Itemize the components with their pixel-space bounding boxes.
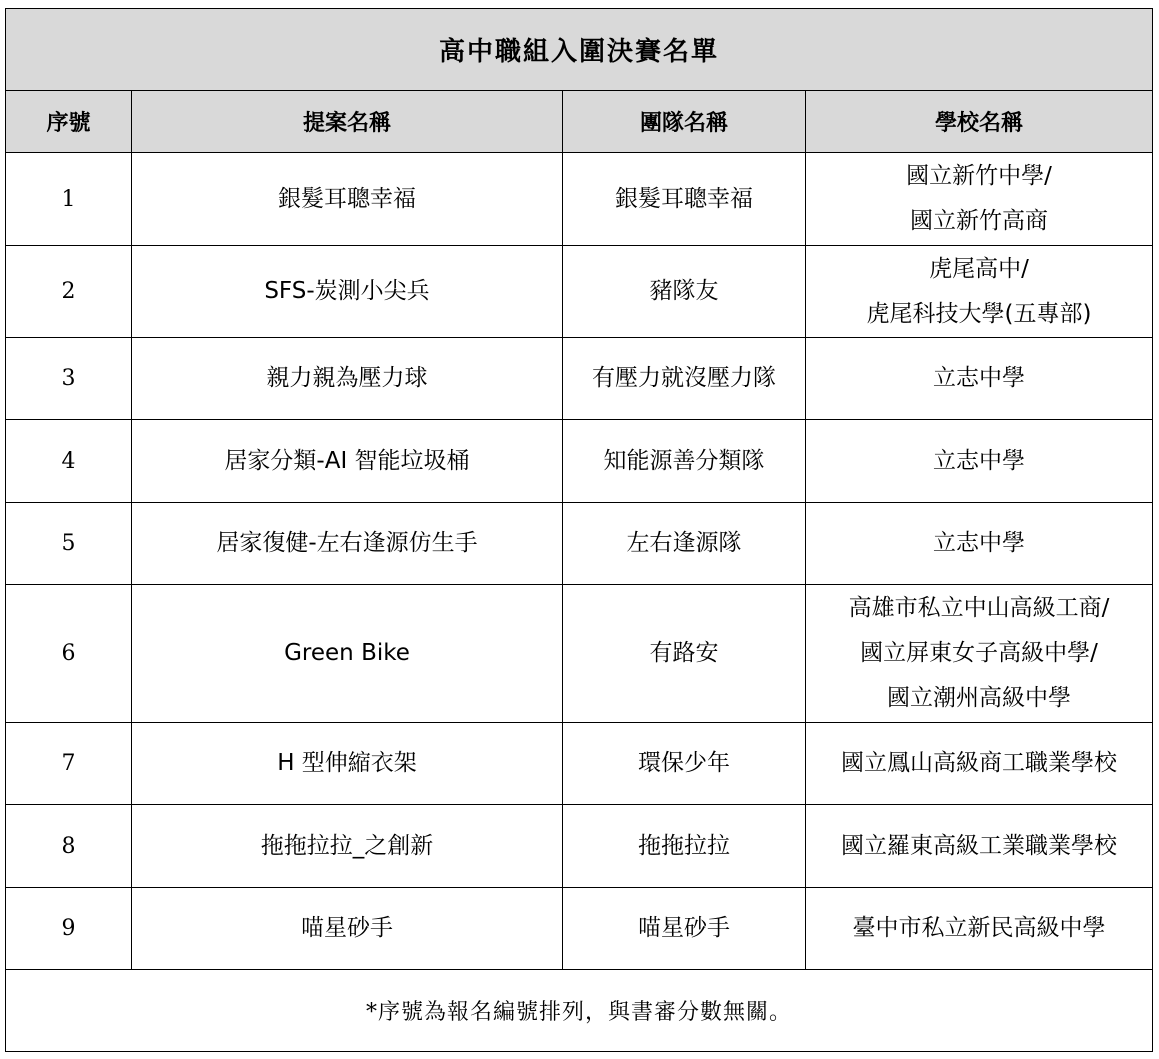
- table-row: [6, 153, 1153, 246]
- row-team: 有路安: [563, 585, 806, 723]
- row-index: 4: [6, 420, 132, 503]
- row-team: 有壓力就沒壓力隊: [563, 338, 806, 420]
- table-row: [6, 246, 1153, 338]
- row-team: 喵星砂手: [563, 888, 806, 970]
- school-name-line: 國立新竹高商: [910, 208, 1048, 234]
- row-index: 1: [6, 153, 132, 246]
- table-row: [6, 805, 1153, 888]
- table-row: [6, 338, 1153, 420]
- school-name-line: 國立屏東女子高級中學/: [860, 640, 1098, 666]
- school-name-line: 國立鳳山高級商工職業學校: [841, 750, 1117, 776]
- table-title: 高中職組入圍決賽名單: [6, 9, 1153, 91]
- row-team: 環保少年: [563, 723, 806, 805]
- table-body: [6, 153, 1153, 970]
- row-team: 拖拖拉拉: [563, 805, 806, 888]
- header-proposal: 提案名稱: [132, 91, 563, 153]
- row-proposal: 拖拖拉拉_之創新: [132, 805, 563, 888]
- table-row: [6, 420, 1153, 503]
- row-team: 豬隊友: [563, 246, 806, 338]
- school-name-line: 臺中市私立新民高級中學: [852, 915, 1106, 941]
- row-proposal: Green Bike: [132, 585, 563, 723]
- row-index: 3: [6, 338, 132, 420]
- row-school: [806, 805, 1153, 888]
- row-proposal: SFS-炭測小尖兵: [132, 246, 563, 338]
- school-name-line: 國立潮州高級中學: [887, 685, 1071, 711]
- table-row: [6, 585, 1153, 723]
- row-school: [806, 153, 1153, 246]
- row-school: [806, 246, 1153, 338]
- row-school: [806, 503, 1153, 585]
- row-team: 知能源善分類隊: [563, 420, 806, 503]
- row-proposal: 銀髮耳聰幸福: [132, 153, 563, 246]
- row-proposal: 居家復健-左右逢源仿生手: [132, 503, 563, 585]
- school-name-line: 虎尾科技大學(五專部): [866, 300, 1092, 327]
- school-name-line: 高雄市私立中山高級工商/: [848, 595, 1110, 621]
- footer-note: *序號為報名編號排列，與書審分數無關。: [6, 970, 1153, 1052]
- table-header-row: [6, 91, 1153, 153]
- school-name-line: 立志中學: [933, 447, 1025, 474]
- header-team: 團隊名稱: [563, 91, 806, 153]
- table-row: [6, 723, 1153, 805]
- row-proposal: H 型伸縮衣架: [132, 723, 563, 805]
- header-school: 學校名稱: [806, 91, 1153, 153]
- school-name-line: 國立羅東高級工業職業學校: [841, 832, 1117, 859]
- school-name-line: 立志中學: [933, 365, 1025, 391]
- row-proposal: 喵星砂手: [132, 888, 563, 970]
- row-index: 5: [6, 503, 132, 585]
- row-index: 6: [6, 585, 132, 723]
- row-school: [806, 420, 1153, 503]
- row-school: [806, 338, 1153, 420]
- finalists-table: [5, 8, 1153, 1052]
- school-name-line: 虎尾高中/: [929, 255, 1029, 282]
- table-row: [6, 503, 1153, 585]
- row-index: 2: [6, 246, 132, 338]
- row-school: [806, 585, 1153, 723]
- school-name-line: 國立新竹中學/: [906, 163, 1052, 189]
- row-school: [806, 723, 1153, 805]
- row-proposal: 親力親為壓力球: [132, 338, 563, 420]
- table-row: [6, 888, 1153, 970]
- header-index: 序號: [6, 91, 132, 153]
- row-team: 銀髮耳聰幸福: [563, 153, 806, 246]
- row-index: 9: [6, 888, 132, 970]
- row-index: 8: [6, 805, 132, 888]
- row-school: [806, 888, 1153, 970]
- row-team: 左右逢源隊: [563, 503, 806, 585]
- school-name-line: 立志中學: [933, 530, 1025, 556]
- row-proposal: 居家分類-AI 智能垃圾桶: [132, 420, 563, 503]
- row-index: 7: [6, 723, 132, 805]
